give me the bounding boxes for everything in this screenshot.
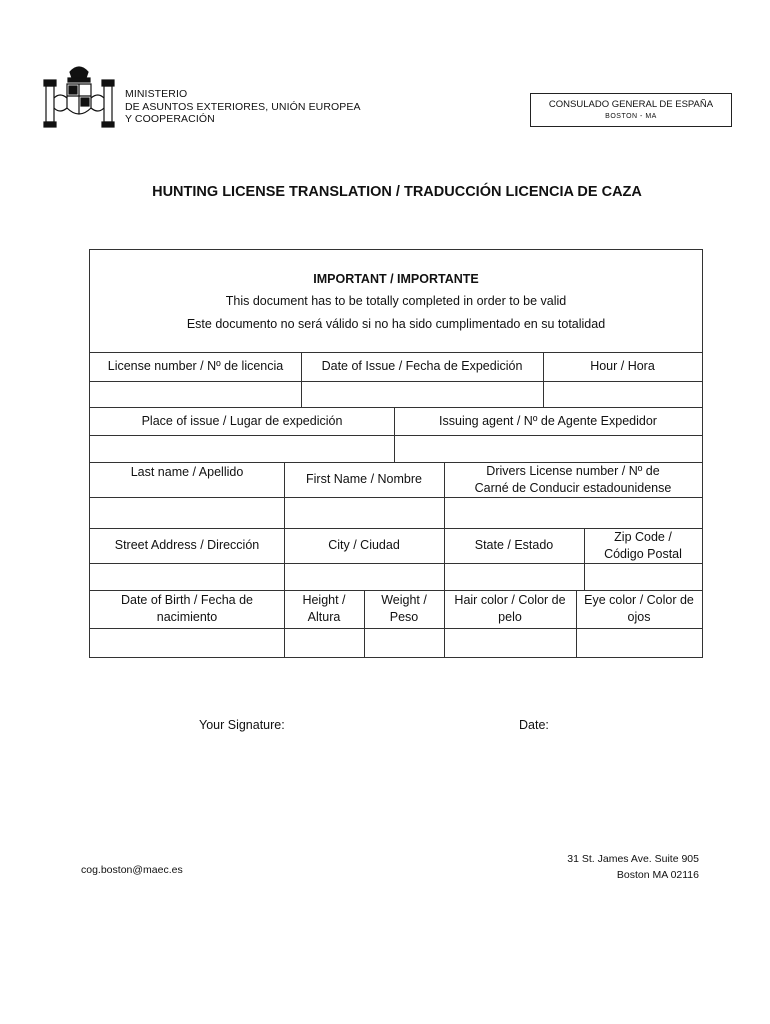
footer-address-line-2: Boston MA 02116	[616, 869, 699, 881]
ministry-line-1: MINISTERIO	[125, 88, 188, 100]
zip-code-label: Zip Code / Código Postal	[604, 529, 682, 561]
license-form	[89, 249, 703, 658]
height-field[interactable]	[284, 628, 364, 657]
footer-address-line-1: 31 St. James Ave. Suite 905	[567, 853, 699, 865]
hair-color-label: Hair color / Color de pelo	[454, 593, 566, 624]
important-note-en: This document has to be totally completed in order to be valid	[225, 294, 567, 308]
consulate-name: CONSULADO GENERAL DE ESPAÑA	[548, 99, 714, 110]
footer-email: cog.boston@maec.es	[81, 864, 183, 876]
last-name-field[interactable]	[90, 497, 284, 528]
ministry-line-2: DE ASUNTOS EXTERIORES, UNIÓN EUROPEA	[125, 100, 361, 113]
drivers-license-label: Drivers License number / Nº de Carné de Conducir estadounidense	[474, 463, 672, 495]
consulate-box	[530, 93, 732, 127]
important-note-es: Este documento no será válido si no ha sido cumplimentado en su totalidad	[186, 317, 606, 331]
coat-of-arms-logo	[40, 58, 118, 136]
date-label: Date:	[519, 718, 549, 732]
city-field[interactable]	[284, 563, 444, 590]
license-number-label: License number / Nº de licencia	[107, 359, 284, 373]
license-number-field[interactable]	[90, 381, 301, 407]
eye-color-label: Eye color / Color de ojos	[584, 593, 694, 624]
signature-label: Your Signature:	[199, 718, 285, 732]
street-address-field[interactable]	[90, 563, 284, 590]
date-of-birth-field[interactable]	[90, 628, 284, 657]
last-name-label: Last name / Apellido	[130, 464, 244, 479]
date-of-issue-field[interactable]	[301, 381, 543, 407]
date-of-birth-label: Date of Birth / Fecha de nacimiento	[120, 593, 253, 624]
place-of-issue-field[interactable]	[90, 435, 394, 462]
consulate-subtitle: BOSTON - MA	[605, 113, 657, 120]
hair-color-field[interactable]	[444, 628, 576, 657]
state-field[interactable]	[444, 563, 584, 590]
important-heading: IMPORTANT / IMPORTANTE	[313, 272, 479, 286]
city-label: City / Ciudad	[328, 538, 400, 552]
first-name-label: First Name / Nombre	[306, 472, 422, 486]
state-label: State / Estado	[474, 538, 554, 552]
ministry-line-3: Y COOPERACIÓN	[125, 113, 215, 125]
weight-field[interactable]	[364, 628, 444, 657]
place-of-issue-label: Place of issue / Lugar de expedición	[141, 413, 343, 428]
height-label: Height / Altura	[302, 593, 346, 624]
issuing-agent-label: Issuing agent / Nº de Agente Expedidor	[439, 413, 657, 428]
first-name-field[interactable]	[284, 497, 444, 528]
ministry-name	[125, 88, 361, 126]
hour-field[interactable]	[543, 381, 702, 407]
date-of-issue-label: Date of Issue / Fecha de Expedición	[321, 359, 523, 373]
weight-label: Weight / Peso	[381, 593, 427, 624]
hour-label: Hour / Hora	[590, 359, 655, 373]
zip-code-field[interactable]	[584, 563, 702, 590]
eye-color-field[interactable]	[576, 628, 702, 657]
document-title: HUNTING LICENSE TRANSLATION / TRADUCCIÓN LICENCIA DE CAZA	[152, 184, 642, 200]
street-address-label: Street Address / Dirección	[114, 538, 260, 552]
drivers-license-field[interactable]	[444, 497, 702, 528]
issuing-agent-field[interactable]	[394, 435, 702, 462]
